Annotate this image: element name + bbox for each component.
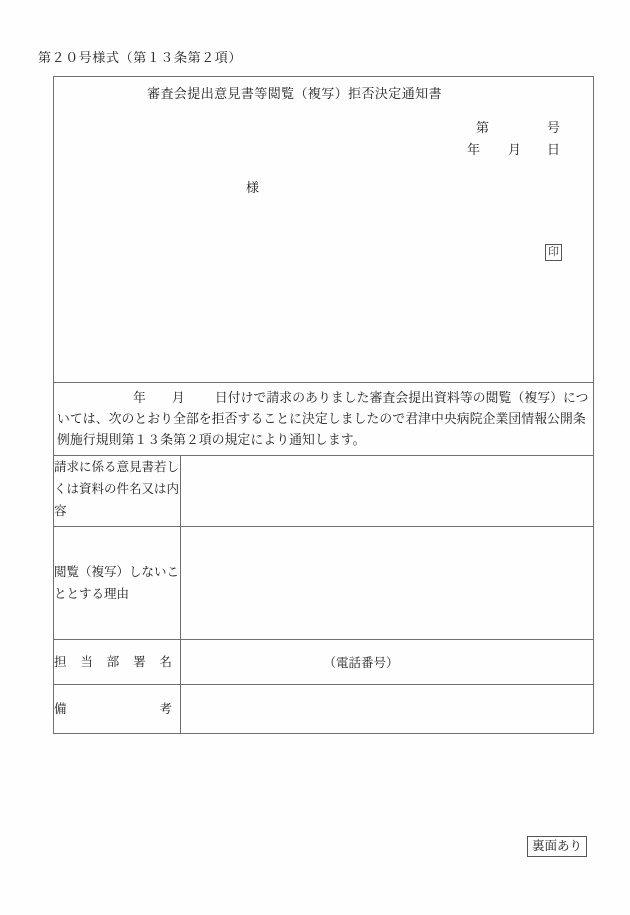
row-label-remarks-text: 備考: [54, 702, 172, 716]
phone-number-note: （電話番号）: [323, 656, 399, 670]
row-label-department-text: 担当部署名: [54, 655, 172, 669]
row-label-department: [54, 640, 181, 685]
notification-form-table: [53, 76, 594, 734]
body-line1-rest: 日付けで請求のありました審査会提出資料等の閲覧（複写）について: [57, 391, 589, 426]
row-label-remarks: [54, 685, 181, 734]
form-number-heading: 第２０号様式（第１３条第２項）: [38, 50, 243, 65]
back-side-note: 裏面あり: [527, 836, 587, 857]
document-number-prefix: 第: [475, 120, 489, 135]
body-line3: 第１３条第２項の規定により通知します。: [121, 433, 366, 447]
form-header-row: [54, 77, 594, 383]
table-row: [54, 685, 594, 734]
table-row: [54, 456, 594, 527]
row-value-remarks[interactable]: [181, 685, 594, 734]
form-body-cell: [54, 383, 594, 456]
row-label-request-subject: 請求に係る意見書若しくは資料の件名又は内容: [54, 456, 181, 527]
document-number-suffix: 号: [546, 120, 560, 135]
document-date-field[interactable]: [467, 139, 560, 158]
document-number-field[interactable]: [476, 117, 560, 136]
table-row: [54, 527, 594, 640]
document-title: 審査会提出意見書等閲覧（複写）拒否決定通知書: [147, 86, 442, 101]
body-year-label: 年: [133, 391, 146, 405]
row-label-refusal-reason: 閲覧（複写）しないこととする理由: [54, 527, 181, 640]
row-value-refusal-reason[interactable]: [181, 527, 594, 640]
table-row: [54, 640, 594, 685]
date-day-label: 日: [546, 142, 560, 157]
notification-body-text: [57, 388, 591, 451]
form-header-cell: [54, 77, 594, 383]
seal-icon: 印: [545, 244, 562, 261]
body-line2: は、次のとおり全部を拒否することに決定しましたので君津中央病院企業団情報公開条例施行規則: [57, 412, 586, 447]
row-value-department[interactable]: [181, 640, 594, 685]
date-year-label: 年: [466, 142, 480, 157]
date-month-label: 月: [507, 142, 521, 157]
row-value-request-subject[interactable]: [181, 456, 594, 527]
body-month-label: 月: [171, 391, 185, 405]
addressee-honorific: 様: [246, 180, 260, 195]
form-body-row: [54, 383, 594, 456]
